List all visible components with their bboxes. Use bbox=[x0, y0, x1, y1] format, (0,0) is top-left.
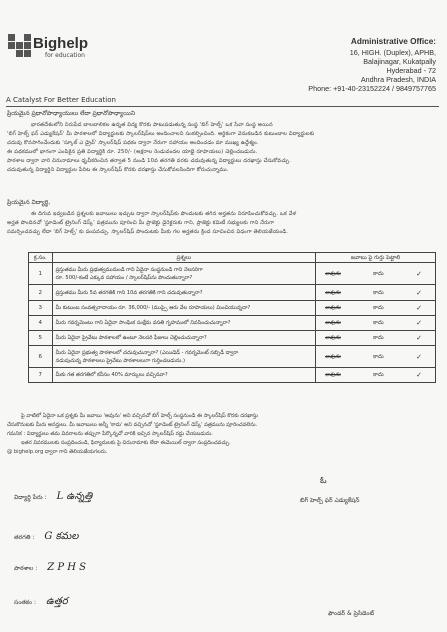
question-text: ప్రస్తుతము మీరు 5వ తరగతికి గాని 10వ తరగతికి గాని చదువుతున్నారా? bbox=[55, 289, 203, 296]
answer-no[interactable]: కాదు bbox=[373, 320, 384, 326]
row-number: 1 bbox=[29, 263, 53, 285]
table-row bbox=[29, 346, 436, 368]
intro-line: భారతదేశంలోని నిరుపేద బాలబాలికల ఉన్నత విద్య కొరకు పాటుపడుతున్న సంస్థ 'బిగ్ హెల్ప్' ఒక సేవా సంస్థ అయిన bbox=[31, 122, 273, 128]
class-field[interactable] bbox=[14, 530, 78, 544]
table-row bbox=[29, 331, 436, 346]
footer-note: గమనిక : విద్యార్థులు తమ వివరాలను తప్పుగా పేర్కొన్నచో వారికి ఇచ్చిన స్కాలర్‌షిప్ రద్దు చేయబడును. bbox=[7, 430, 213, 437]
footer-line: పై వాటిలో ఏదైనా ఒక ప్రశ్నకు మీ జవాబు 'అవును' అని వచ్చినచో బిగ్ హెల్ప్ సంస్థనుండి ఈ స్కాలర్‌షిప్ కొరకు దరఖాస్తు bbox=[21, 413, 258, 419]
row-number: 6 bbox=[29, 346, 53, 368]
footer-paragraph bbox=[7, 412, 439, 457]
office-line: 16, HIGH. (Duplex), APHB, bbox=[349, 48, 436, 57]
question-text: మీరు ఏదైనా ప్రభుత్వ పాఠశాలలో చదువుచున్నారా? (ఎయిడెడ్ - గవర్నమెంట్ సబ్సిడీ ద్వారా bbox=[55, 349, 239, 356]
question-text: మీకు గత తరగతిలో కనీసం 40% మార్కులు వచ్చినవా? bbox=[55, 372, 168, 378]
check-mark-icon: ✓ bbox=[416, 288, 422, 297]
table-row bbox=[29, 285, 436, 301]
eligibility-table bbox=[28, 252, 436, 383]
question-text: ప్రస్తుతము మీరు ప్రభుత్వమునుండి గాని ఏదైనా సంస్థనుండి గాని నెలసరిగా bbox=[55, 266, 203, 273]
intro-paragraph bbox=[7, 121, 439, 174]
question-cell bbox=[52, 301, 315, 316]
answer-no[interactable]: కాదు bbox=[373, 353, 384, 360]
brand-subtitle: for education bbox=[45, 52, 85, 59]
answer-yes[interactable]: అవును bbox=[325, 289, 341, 296]
row-number: 4 bbox=[29, 316, 53, 331]
field-label: విద్యార్థి పేరు : bbox=[14, 494, 47, 501]
intro-line: చదువుతున్న విద్యార్థిని విద్యార్థుల పేరిట ఈ స్కాలర్‌షిప్ కొరకు దరఖాస్తు చేసుకోవలసిందిగా కోరుచున్నాము. bbox=[7, 166, 229, 173]
answer-yes[interactable]: అవును bbox=[325, 270, 341, 277]
question-cell bbox=[52, 346, 315, 368]
question-text: రూ. 500/-కంటే ఎక్కువ సహాయం / స్కాలర్‌షిప్‌ను పొందుతున్నారా? bbox=[55, 274, 193, 281]
office-line: Balajinagar, Kukatpally bbox=[363, 57, 436, 66]
answer-yes[interactable]: అవును bbox=[325, 320, 341, 326]
field-value[interactable]: Z P H S bbox=[47, 562, 87, 573]
question-text: మీరు గవర్నమెంటు గాని ఏదైనా సాంఘిక సంక్షేమ వసతి గృహములో నివసించుచున్నారా? bbox=[55, 320, 231, 326]
intro-line: చదువు కొనసాగించేందుకు 'స్కూల్ ఎ డ్రైవ్' స్కాలర్‌షిప్ పథకం ద్వారా నేరుగా సహాయం అందించడం మా ముఖ్య ఉద్దేశ్యం. bbox=[7, 139, 259, 146]
answer-yes[interactable]: అవును bbox=[325, 353, 341, 360]
intro-line: పాఠశాల ద్వారా వారి చిరునామాలు ధృవీకరించిన తర్వాత 5 నుండి 10వ తరగతి వరకు చదువుతున్న విద్యార్థులు దరఖాస్తు చేసుకోవచ్చు. bbox=[7, 157, 291, 164]
answer-cell[interactable] bbox=[316, 346, 436, 368]
brand-name: Bighelp bbox=[33, 35, 88, 52]
signature-field[interactable] bbox=[14, 595, 68, 609]
question-cell bbox=[52, 316, 315, 331]
field-value[interactable]: G కమల bbox=[44, 531, 79, 542]
organisation-name: బిగ్ హెల్ప్ ఫర్ ఎడ్యుకేషన్ bbox=[300, 497, 360, 504]
student-name-field[interactable] bbox=[14, 490, 92, 504]
question-text: మీ కుటుంబ సంవత్సరాదాయం రూ. 36,000/- (ముప్పై ఆరు వేల రూపాయలు) మించియున్నదా? bbox=[55, 305, 251, 311]
bighelp-logo-icon bbox=[8, 34, 31, 57]
answer-no[interactable]: కాదు bbox=[373, 335, 384, 341]
intro-line: ఈ పథకములో భాగంగా ఎంపికైన ప్రతి విద్యార్థికి రూ. 250/- (అక్షరాల రెండువందల యాభై రూపాయలు) చెల్లించబడును. bbox=[7, 148, 258, 155]
row-number: 3 bbox=[29, 301, 53, 316]
header-divider bbox=[6, 106, 439, 107]
founder-signature-icon: ఓ bbox=[320, 476, 327, 486]
instruction-line: అర్హత పొందినచో 'స్టూడెంట్ ట్రైనింగ్ డెస్క్' పత్రమును పూరించి మీ ప్రాజెక్టు డైరెక్టరుకు గాని, ప్రాజెక్టు కమిటీ సభ్యులకు గాని నేరుగా bbox=[7, 219, 275, 226]
question-text: మీరు ఏదైనా ప్రైవేటు పాఠశాలలో ఉంటూ నెలసరి ఫీజులు చెల్లించుచున్నారా? bbox=[55, 335, 207, 341]
table-row bbox=[29, 368, 436, 383]
table-header-row bbox=[29, 253, 436, 263]
office-title: Administrative Office: bbox=[350, 37, 436, 46]
field-value[interactable]: L ఉన్నత్తి bbox=[56, 491, 93, 502]
answer-yes[interactable]: అవును bbox=[325, 372, 341, 378]
row-number: 2 bbox=[29, 285, 53, 301]
column-header-answer: జవాబు పై గుర్తు పెట్టాలి bbox=[316, 253, 436, 263]
field-label: తరగతి : bbox=[14, 534, 35, 541]
check-mark-icon: ✓ bbox=[416, 304, 422, 312]
footer-line: చేసుకొనుటకు మీరు అనర్హులు. మీ జవాబులు అన్నీ 'కాదు' అని వచ్చినచో 'స్టూడెంట్ ట్రైనింగ్ డెస్క్' పత్రమును పూరించవలెను. bbox=[7, 421, 258, 428]
field-label: సంతకం : bbox=[14, 599, 37, 606]
instruction-line: సమర్పించవచ్చు లేదా 'బిగ్ హెల్ప్' కు పంపవచ్చు. స్కాలర్‌షిప్ పొందుటకు మీకు గల అర్హతను క్రింద సూచించిన విధంగా తెలియజేయండి. bbox=[7, 228, 289, 235]
answer-cell[interactable] bbox=[316, 301, 436, 316]
founder-title: ఫౌండర్ & ప్రెసిడెంట్ bbox=[328, 610, 375, 617]
answer-cell[interactable] bbox=[316, 368, 436, 383]
answer-no[interactable]: కాదు bbox=[373, 305, 384, 311]
answer-cell[interactable] bbox=[316, 285, 436, 301]
answer-no[interactable]: కాదు bbox=[373, 372, 384, 378]
check-mark-icon: ✓ bbox=[416, 319, 422, 327]
school-field[interactable] bbox=[14, 562, 86, 573]
answer-yes[interactable]: అవును bbox=[325, 305, 341, 311]
check-mark-icon: ✓ bbox=[416, 269, 422, 278]
question-cell bbox=[52, 331, 315, 346]
table-row bbox=[29, 301, 436, 316]
tagline: A Catalyst For Better Education bbox=[6, 96, 116, 104]
column-header-questions: ప్రశ్నలు bbox=[52, 253, 315, 263]
row-number: 7 bbox=[29, 368, 53, 383]
instruction-line: ఈ దిగువ ఇవ్వబడిన ప్రశ్నలకు జవాబులు ఇచ్చుట ద్వారా స్కాలర్‌షిప్‌కు పొందుటకు తగిన అర్హతను నిరూపించుకోవచ్చు. ఒక వేళ bbox=[31, 211, 297, 217]
answer-cell[interactable] bbox=[316, 331, 436, 346]
question-cell bbox=[52, 368, 315, 383]
instruction-paragraph bbox=[7, 210, 439, 237]
check-mark-icon: ✓ bbox=[416, 334, 422, 342]
intro-line: 'బిగ్ హెల్ప్ ఫర్ ఎడ్యుకేషన్' మీ పాఠశాలలో విద్యార్థులకు స్కాలర్‌షిప్‌లు అందించాలని సంకల్పించింది. ఆర్థికంగా వెనుకబడిన కుటుంబాల విద్యార్థులకు bbox=[7, 130, 315, 137]
field-label: పాఠశాల : bbox=[14, 565, 38, 572]
office-address bbox=[276, 37, 436, 93]
check-mark-icon: ✓ bbox=[416, 371, 422, 379]
column-header-number: క్ర.సం. bbox=[29, 253, 53, 263]
field-value[interactable]: ఉత్తర bbox=[46, 596, 68, 607]
answer-no[interactable]: కాదు bbox=[373, 270, 384, 277]
sub-greeting: ప్రియమైన విద్యార్థి, bbox=[7, 199, 51, 206]
answer-yes[interactable]: అవును bbox=[325, 335, 341, 341]
office-line: Andhra Pradesh, INDIA bbox=[360, 75, 436, 84]
footer-contact: @ bighelp.org ద్వారా గాని తెలియజేయగలరు. bbox=[7, 448, 108, 455]
answer-cell[interactable] bbox=[316, 263, 436, 285]
table-row bbox=[29, 316, 436, 331]
office-phone: Phone: +91-40-23152224 / 9849757765 bbox=[308, 84, 436, 93]
greeting: ప్రియమైన ప్రధానోపాధ్యాయులు లేదా ప్రధానోపాధ్యాయిని bbox=[7, 110, 136, 117]
office-line: Hyderabad - 72 bbox=[386, 66, 436, 75]
check-mark-icon: ✓ bbox=[416, 352, 422, 361]
question-text: నడుపుచున్న పాఠశాలలు ప్రైవేటు పాఠశాలలుగా గుర్తించబడును.) bbox=[55, 357, 186, 364]
question-cell bbox=[52, 285, 315, 301]
footer-line: ఇతర వివరములకు సంప్రదించండి, ఫిర్యాదులకు పై చిరునామాకు లేదా ఈమెయిల్ ద్వారా సంప్రదించవచ్చు. bbox=[21, 439, 231, 446]
answer-no[interactable]: కాదు bbox=[373, 289, 384, 296]
row-number: 5 bbox=[29, 331, 53, 346]
table-row bbox=[29, 263, 436, 285]
question-cell bbox=[52, 263, 315, 285]
answer-cell[interactable] bbox=[316, 316, 436, 331]
